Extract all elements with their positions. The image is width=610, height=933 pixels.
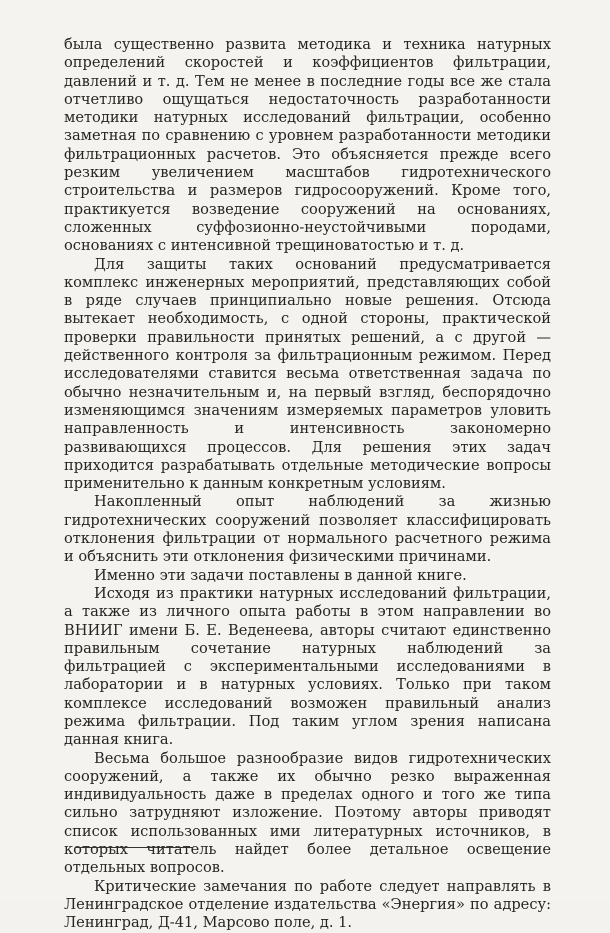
paragraph-1: была существенно развита методика и техника натурных определений скоростей и коэффициентов фильтрации, давлений и т. д. Тем не менее в последние годы все же стала отчетливо ощущаться недостаточность разработанности методики натурных исследований фильтрации, особенно заметная по сравнению с уровнем разработанности методики фильтрационных расчетов. Это объясняется прежде всего резким увеличением масштабов гидротехнического строительства и размеров гидросооружений. Кроме того, практикуется возведение сооружений на основаниях, сложенных суффозионно-неустойчивыми породами, основаниях с интенсивной трещиноватостью и т. д. xyxy=(64,36,551,255)
body-text xyxy=(64,36,551,933)
paragraph-3: Накопленный опыт наблюдений за жизнью гидротехнических сооружений позволяет классифицировать отклонения фильтрации от нормального расчетного режима и объяснить эти отклонения физическими причинами. xyxy=(64,493,551,566)
paragraph-2: Для защиты таких оснований предусматривается комплекс инженерных мероприятий, представляющих собой в ряде случаев принципиально новые решения. Отсюда вытекает необходимость, с одной стороны, практической проверки правильности принятых решений, а с другой — действенного контроля за фильтрационным режимом. Перед исследователями ставится весьма ответственная задача по обычно незначительным и, на первый взгляд, беспорядочно изменяющимся значениям измеряемых параметров уловить направленность и интенсивность закономерно развивающихся процессов. Для решения этих задач приходится разрабатывать отдельные методические вопросы применительно к данным конкретным условиям. xyxy=(64,255,551,493)
footnote-separator-line xyxy=(75,847,193,848)
paragraph-7: Критические замечания по работе следует направлять в Ленинградское отделение издательства «Энергия» по адресу: Ленинград, Д-41, Марсово поле, д. 1. xyxy=(64,877,551,932)
paragraph-6: Весьма большое разнообразие видов гидротехнических сооружений, а также их обычно резко выраженная индивидуальность даже в пределах одного и того же типа сильно затрудняют изложение. Поэтому авторы приводят список использованных ими литературных источников, в которых читатель найдет более детальное освещение отдельных вопросов. xyxy=(64,749,551,877)
paragraph-5: Исходя из практики натурных исследований фильтрации, а также из личного опыта работы в этом направлении во ВНИИГ имени Б. Е. Веденеева, авторы считают единственно правильным сочетание натурных наблюдений за фильтрацией с экспериментальными исследованиями в лаборатории и в натурных условиях. Только при таком комплексе исследований возможен правильный анализ режима фильтрации. Под таким углом зрения написана данная книга. xyxy=(64,584,551,749)
paragraph-4: Именно эти задачи поставлены в данной книге. xyxy=(94,566,467,584)
